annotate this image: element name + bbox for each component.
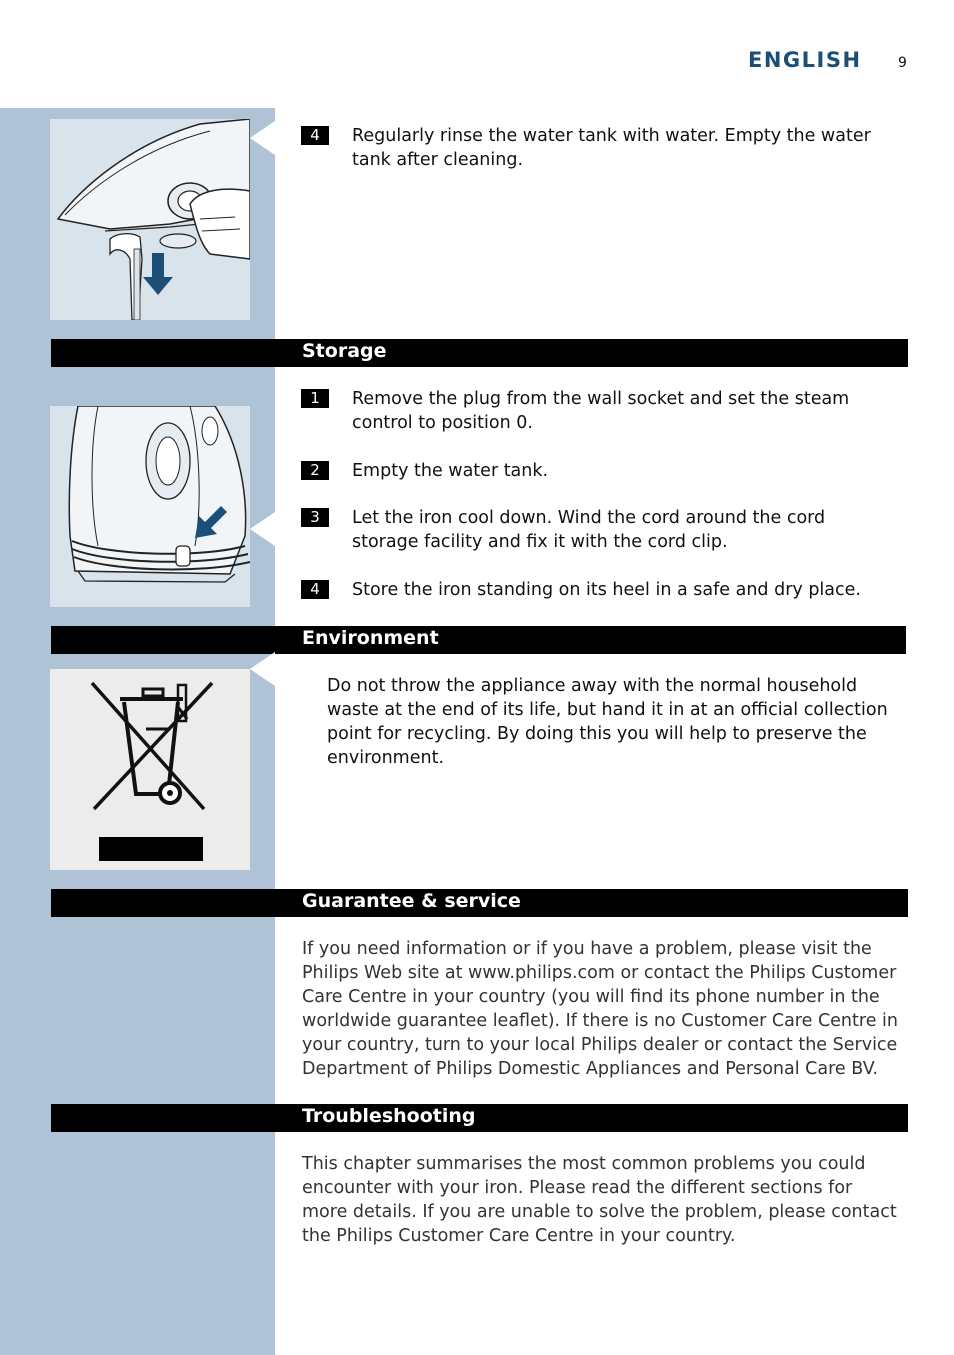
figure-notch [250,652,275,686]
arrow-down-icon [143,253,173,297]
section-heading-troubleshooting: Troubleshooting [51,1104,908,1132]
section-heading-guarantee: Guarantee & service [51,889,908,917]
cleaning-step-4 [301,124,906,172]
troubleshooting-paragraph: This chapter summarises the most common problems you could encounter with your iron. Please read the different sections for more details. If you are unable to solve the problem, please contact the Philips Customer Care Centre in your country. [302,1154,897,1246]
figure-notch [250,121,275,155]
step-number: 1 [301,389,329,408]
step-number: 3 [301,508,329,527]
figure-notch [250,512,275,546]
step-number: 4 [301,126,329,145]
step-text: Regularly rinse the water tank with water. Empty the water tank after cleaning. [352,126,871,170]
rinse-tank-illustration [50,119,250,320]
section-heading-storage: Storage [51,339,908,367]
cord-storage-illustration [50,406,250,607]
step-text: Empty the water tank. [352,461,549,481]
guarantee-paragraph: If you need information or if you have a problem, please visit the Philips Web site at www.philips.com or contact the Philips Customer Care Centre in your country (you will find its phone number in the worldwide guarantee leaflet). If there is no Customer Care Centre in your country, turn to your local Philips dealer or contact the Service Department of Philips Domestic Appliances and Personal Care BV. [302,939,898,1079]
storage-step-4 [301,578,906,602]
arrow-icon [193,506,227,540]
step-number: 4 [301,580,329,599]
storage-step-1 [301,387,906,435]
section-heading-environment: Environment [51,626,906,654]
step-text: Let the iron cool down. Wind the cord around the cord storage facility and fix it with the cord clip. [352,508,826,552]
step-number: 2 [301,461,329,480]
environment-paragraph: Do not throw the appliance away with the normal household waste at the end of its life, but hand it in at an official collection point for recycling. By doing this you will help to preserve the environment. [327,676,888,768]
step-text: Remove the plug from the wall socket and set the steam control to position 0. [352,389,850,433]
storage-step-2 [301,459,906,483]
crossed-out-wheelie-bin-icon [50,669,250,870]
storage-step-3 [301,506,906,554]
language-label: ENGLISH [748,48,862,72]
step-text: Store the iron standing on its heel in a safe and dry place. [352,580,861,600]
page-number: 9 [898,55,907,71]
